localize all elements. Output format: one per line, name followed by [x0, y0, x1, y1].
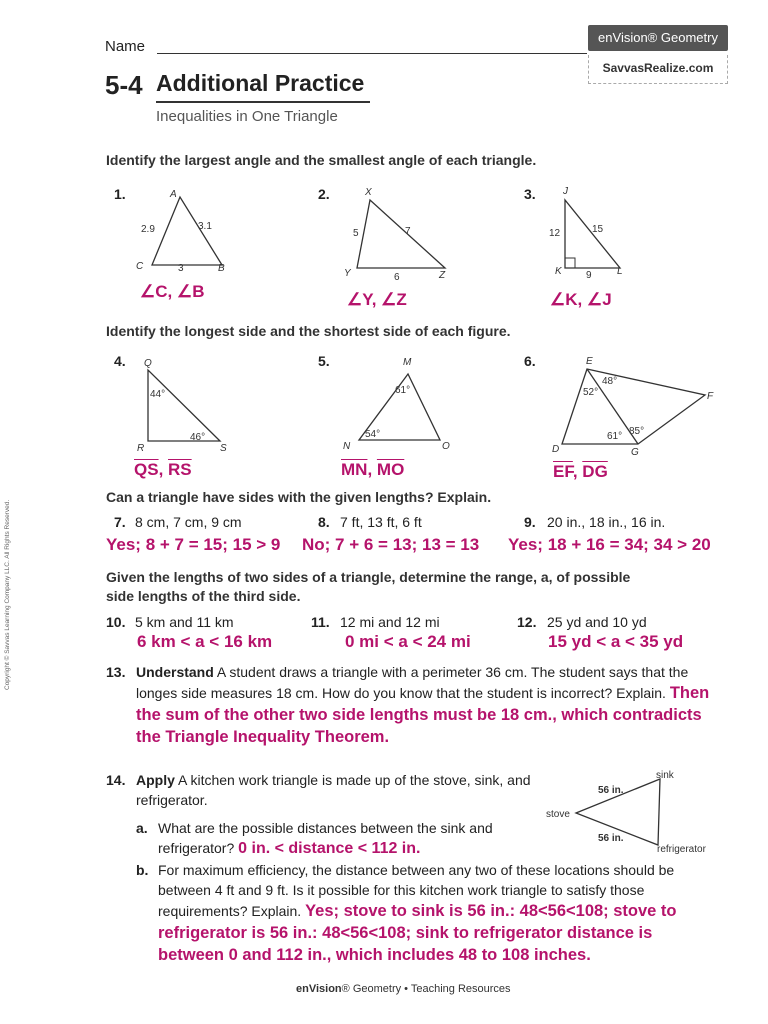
problem-6-answer: $\overline{EF}$, $\overline{DG}$	[553, 462, 608, 481]
problem-14-body	[136, 770, 531, 810]
problem-11-text: 12 mi and 12 mi	[340, 614, 440, 630]
problem-13-answer: Then the sum of the other two side lengths must be 18 cm., which contradicts the Triangle Inequality Theorem.	[136, 684, 710, 746]
problem-1-number: 1.	[114, 186, 126, 202]
side-label: 56 in.	[598, 785, 624, 796]
problem-9-answer: Yes; 18 + 16 = 34; 34 > 20	[508, 535, 711, 554]
problem-8-answer: No; 7 + 6 = 13; 13 = 13	[302, 535, 480, 554]
problem-5-number: 5.	[318, 353, 330, 369]
side-label: 12	[549, 228, 561, 239]
name-line	[157, 53, 587, 54]
problem-8-number: 8.	[318, 514, 330, 530]
problem-2-answer: ∠Y, ∠Z	[347, 290, 407, 309]
vertex-label: A	[170, 189, 177, 200]
section3-instruction: Can a triangle have sides with the given lengths? Explain.	[106, 489, 492, 505]
side-label: 3	[178, 263, 184, 274]
name-label: Name	[105, 38, 146, 55]
problem-14-number: 14.	[106, 772, 126, 788]
side-label: 3.1	[198, 221, 212, 232]
section4-instruction-line2: side lengths of the third side.	[106, 588, 301, 604]
part-b-body	[158, 860, 713, 966]
problem-11-number: 11.	[311, 614, 330, 630]
side-label: 7	[405, 226, 411, 237]
problem-10-text: 5 km and 11 km	[135, 614, 234, 630]
problem-4-number: 4.	[114, 353, 126, 369]
angle-label: 61°	[607, 431, 623, 442]
triangle-mno-figure	[335, 352, 465, 452]
vertex-label: L	[617, 266, 623, 277]
vertex-label: X	[365, 187, 372, 198]
side-label: 5	[353, 228, 359, 239]
section4-instruction-line1: Given the lengths of two sides of a triangle, determine the range, a, of possible	[106, 569, 631, 585]
side-label: 56 in.	[598, 833, 624, 844]
brand-badge: enVision® Geometry	[588, 25, 728, 51]
problem-2-number: 2.	[318, 186, 330, 202]
vertex-label: M	[403, 357, 412, 368]
vertex-label: R	[137, 443, 145, 454]
problem-10-number: 10.	[106, 614, 126, 630]
vertex-label: Q	[144, 358, 152, 369]
angle-label: 52°	[583, 387, 599, 398]
vertex-label: C	[136, 261, 144, 272]
vertex-label: F	[707, 391, 714, 402]
problem-8-text: 7 ft, 13 ft, 6 ft	[340, 514, 422, 530]
problem-3-answer: ∠K, ∠J	[550, 290, 612, 309]
angle-label: 44°	[150, 389, 166, 400]
vertex-label: B	[218, 263, 225, 274]
side-label: 6	[394, 272, 400, 282]
problem-4-answer: $\overline{QS}$, $\overline{RS}$	[134, 460, 192, 479]
problem-1-answer: ∠C, ∠B	[140, 282, 205, 301]
problem-7-text: 8 cm, 7 cm, 9 cm	[135, 514, 242, 530]
lesson-number: 5-4	[105, 70, 143, 100]
vertex-label: G	[631, 447, 639, 458]
vertex-label: K	[555, 266, 562, 277]
problem-5-answer: $\overline{MN}$, $\overline{MO}$	[341, 460, 405, 479]
part-b-answer: Yes; stove to sink is 56 in.: 48<56<108; stove to refrigerator is 56 in.: 48<56<108; sink to refrigerator distance is between 0 and 112 in., which includes 48 to 108 inches.	[158, 902, 677, 964]
problem-7-number: 7.	[114, 514, 126, 530]
title-rule	[156, 101, 370, 103]
part-a-text: What are the possible distances between the sink and refrigerator?	[158, 820, 493, 856]
problem-6-number: 6.	[524, 353, 536, 369]
section1-instruction: Identify the largest angle and the smallest angle of each triangle.	[106, 152, 537, 168]
lesson-title: Additional Practice	[156, 70, 365, 96]
angle-label: 61°	[395, 385, 411, 396]
problem-14-text: A kitchen work triangle is made up of the stove, sink, and refrigerator.	[136, 772, 531, 808]
triangle-abc-figure	[130, 185, 240, 275]
problem-11-answer: 0 mi < a < 24 mi	[345, 632, 471, 651]
problem-9-text: 20 in., 18 in., 16 in.	[547, 514, 666, 530]
kitchen-triangle-figure	[542, 767, 722, 857]
problem-12-number: 12.	[517, 614, 537, 630]
lesson-subtitle: Inequalities in One Triangle	[156, 108, 338, 125]
footer: enVision® Geometry • Teaching Resources	[296, 983, 511, 995]
vertex-label: D	[552, 444, 560, 455]
site-link[interactable]: SavvasRealize.com	[588, 55, 728, 84]
triangle-xyz-figure	[335, 182, 455, 282]
quadrilateral-defg-figure	[540, 352, 730, 462]
problem-13-text: A student draws a triangle with a perimeter 36 cm. The student says that the longes side measures 18 cm. How do you know that the student is incorrect? Explain.	[136, 664, 689, 701]
problem-9-number: 9.	[524, 514, 536, 530]
vertex-label: E	[586, 356, 593, 367]
problem-14-keyword: Apply	[136, 772, 175, 788]
vertex-label: O	[442, 441, 450, 452]
part-a-label: a.	[136, 820, 148, 836]
problem-10-answer: 6 km < a < 16 km	[137, 632, 273, 651]
side-label: 15	[592, 224, 604, 235]
sink-label: sink	[656, 770, 674, 781]
refrigerator-label: refrigerator	[657, 844, 706, 855]
triangle-qrs-figure	[130, 355, 240, 455]
problem-3-number: 3.	[524, 186, 536, 202]
part-b-label: b.	[136, 862, 149, 878]
problem-13-body	[136, 662, 716, 748]
vertex-label: Z	[439, 270, 446, 281]
problem-7-answer: Yes; 8 + 7 = 15; 15 > 9	[106, 535, 281, 554]
side-label: 2.9	[141, 224, 155, 235]
vertex-label: Y	[344, 268, 351, 279]
problem-13-keyword: Understand	[136, 664, 214, 680]
part-b-text: For maximum efficiency, the distance between any two of these locations should be between 4 ft and 9 ft. Is it possible for this kitchen work triangle to satisfy those requirements? Explain.	[158, 862, 675, 919]
stove-label: stove	[546, 809, 570, 820]
problem-12-text: 25 yd and 10 yd	[547, 614, 647, 630]
part-a-answer: 0 in. < distance < 112 in.	[238, 840, 421, 857]
vertex-label: N	[343, 441, 351, 452]
vertex-label: S	[220, 443, 227, 454]
problem-13-number: 13.	[106, 664, 126, 680]
angle-label: 54°	[365, 429, 381, 440]
vertex-label: J	[563, 186, 568, 197]
copyright-notice: Copyright © Savvas Learning Company LLC. All Rights Reserved.	[4, 499, 11, 690]
side-label: 9	[586, 270, 592, 281]
angle-label: 85°	[629, 426, 645, 437]
section2-instruction: Identify the longest side and the shortest side of each figure.	[106, 323, 511, 339]
problem-12-answer: 15 yd < a < 35 yd	[548, 632, 684, 651]
part-a-body	[158, 818, 538, 859]
angle-label: 48°	[602, 376, 618, 387]
angle-label: 46°	[190, 432, 206, 443]
triangle-jkl-figure	[545, 182, 645, 282]
